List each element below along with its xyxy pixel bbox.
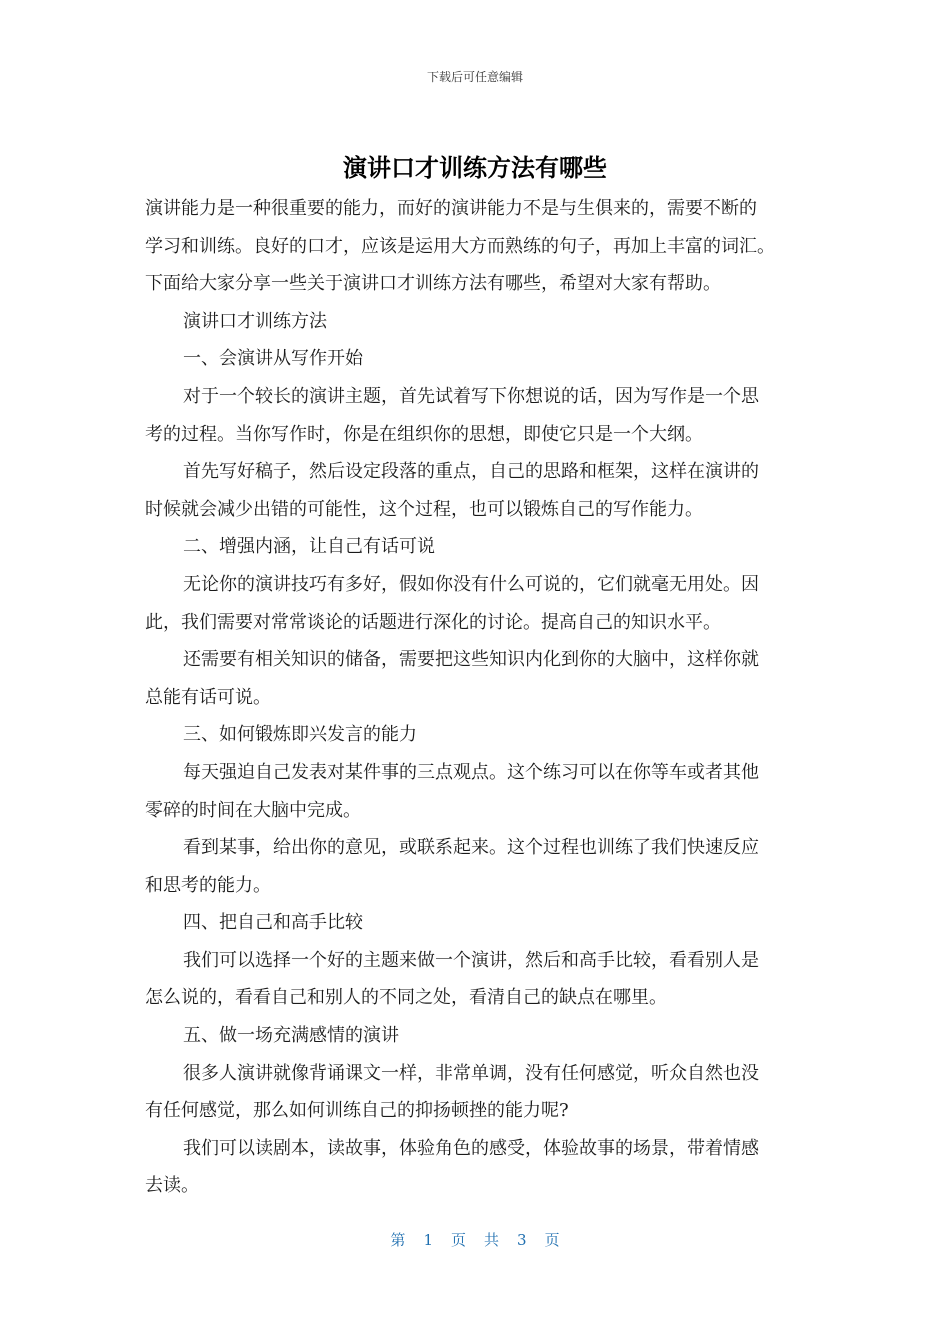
text-line: 还需要有相关知识的储备，需要把这些知识内化到你的大脑中，这样你就	[183, 649, 759, 671]
text-line: 每天强迫自己发表对某件事的三点观点。这个练习可以在你等车或者其他	[183, 761, 759, 783]
footer-ye2: 页	[544, 1231, 560, 1249]
text-line: 怎么说的，看看自己和别人的不同之处，看清自己的缺点在哪里。	[145, 987, 667, 1009]
text-line: 学习和训练。良好的口才，应该是运用大方而熟练的句子，再加上丰富的词汇。	[145, 235, 775, 257]
text-line: 无论你的演讲技巧有多好，假如你没有什么可说的，它们就毫无用处。因	[183, 573, 759, 595]
section-heading: 三、如何锻炼即兴发言的能力	[183, 724, 417, 746]
text-line: 去读。	[145, 1175, 199, 1197]
document-body	[145, 190, 807, 1205]
text-line: 有任何感觉，那么如何训练自己的抑扬顿挫的能力呢?	[145, 1100, 569, 1122]
text-line: 考的过程。当你写作时，你是在组织你的思想，即使它只是一个大纲。	[145, 423, 703, 445]
text-line: 时候就会减少出错的可能性，这个过程，也可以锻炼自己的写作能力。	[145, 498, 703, 520]
text-line: 看到某事，给出你的意见，或联系起来。这个过程也训练了我们快速反应	[183, 837, 759, 859]
text-line: 零碎的时间在大脑中完成。	[145, 799, 361, 821]
header-note: 下载后可任意编辑	[426, 70, 523, 84]
footer-page-number: 1	[423, 1231, 433, 1249]
footer-gong: 共	[484, 1231, 500, 1249]
text-line: 下面给大家分享一些关于演讲口才训练方法有哪些，希望对大家有帮助。	[145, 273, 721, 295]
section-heading: 演讲口才训练方法	[183, 310, 327, 332]
page-footer	[0, 1229, 950, 1250]
footer-ye: 页	[450, 1231, 466, 1249]
footer-total-pages: 3	[517, 1231, 527, 1249]
footer-di: 第	[390, 1231, 406, 1249]
section-heading: 四、把自己和高手比较	[183, 912, 363, 934]
text-line: 此，我们需要对常常谈论的话题进行深化的讨论。提高自己的知识水平。	[145, 611, 721, 633]
text-line: 总能有话可说。	[145, 686, 271, 708]
document-title: 演讲口才训练方法有哪些	[343, 154, 607, 182]
text-line: 对于一个较长的演讲主题，首先试着写下你想说的话，因为写作是一个思	[183, 385, 759, 407]
text-line: 和思考的能力。	[145, 874, 271, 896]
text-line: 很多人演讲就像背诵课文一样，非常单调，没有任何感觉，听众自然也没	[183, 1062, 759, 1084]
text-line: 我们可以读剧本，读故事，体验角色的感受，体验故事的场景，带着情感	[183, 1137, 759, 1159]
section-heading: 五、做一场充满感情的演讲	[183, 1025, 399, 1047]
section-heading: 一、会演讲从写作开始	[183, 348, 363, 370]
section-heading: 二、增强内涵，让自己有话可说	[183, 536, 435, 558]
text-line: 首先写好稿子，然后设定段落的重点，自己的思路和框架，这样在演讲的	[183, 461, 759, 483]
text-line: 我们可以选择一个好的主题来做一个演讲，然后和高手比较，看看别人是	[183, 949, 759, 971]
text-line: 演讲能力是一种很重要的能力，而好的演讲能力不是与生俱来的，需要不断的	[145, 198, 757, 219]
